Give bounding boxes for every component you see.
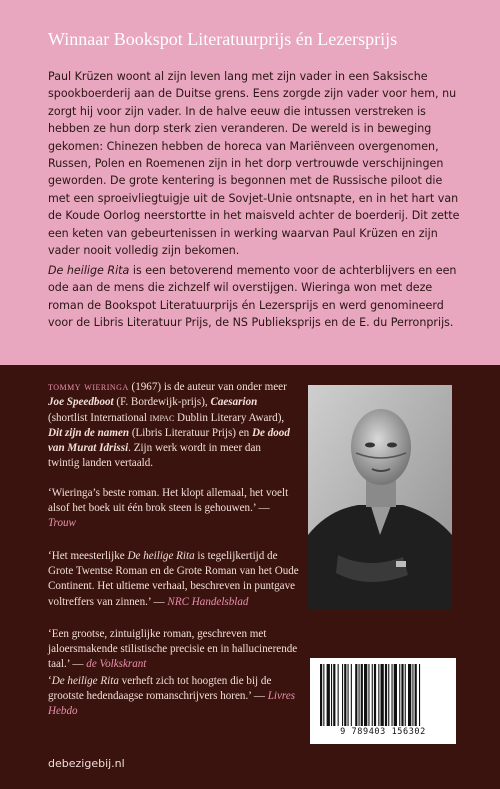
quote-text: ‘Een grootse, zintuiglijke roman, geschreven met jaloersmakende stilistische precisie en in hallucinerende taal.’ — xyxy=(48,628,298,671)
barcode-bar xyxy=(338,664,339,726)
barcode-bar xyxy=(320,664,322,726)
barcode-bar xyxy=(323,664,324,726)
barcode-bar xyxy=(394,664,397,726)
book-title: De heilige Rita xyxy=(48,264,130,277)
barcode-bar xyxy=(342,664,343,726)
bio-book-title: Caesarion xyxy=(210,396,258,409)
barcode-bar xyxy=(333,664,335,726)
isbn-number: 9 789403 156302 xyxy=(340,727,426,737)
bio-text: . Zijn werk wordt in meer dan twintig landen vertaald. xyxy=(48,442,261,470)
barcode-bar xyxy=(351,664,352,726)
quote-source: de Volkskrant xyxy=(86,658,147,671)
quote-text: verheft zich tot hoogten die bij de grootste hedendaagse romanschrijvers horen.’ — xyxy=(48,675,272,703)
quote-text: ‘Het meesterlijke xyxy=(48,550,128,562)
barcode-bar xyxy=(355,664,357,726)
publisher-url: debezigebij.nl xyxy=(48,757,125,770)
quote-book-title: De heilige Rita xyxy=(127,550,195,562)
quote-source: Livres Hebdo xyxy=(48,690,296,718)
barcode-bar xyxy=(405,664,406,726)
review-quote xyxy=(48,674,300,720)
barcode-bar xyxy=(327,664,330,726)
bio-book-title: Dit zijn de namen xyxy=(48,426,130,439)
bio-book-title: De dood van Murat Idrissi xyxy=(48,426,290,455)
author-portrait-image xyxy=(308,385,452,610)
barcode-bar xyxy=(368,664,369,726)
barcode-bar xyxy=(374,664,376,726)
blurb-paragraph-1: Paul Krüzen woont al zijn leven lang met zijn vader in een Saksische spookboerderij aan de Duitse grens. Eens zorgde zijn vader voor hem, nu zorgt hij voor zijn vader. In de halve eeuw die intussen verstreken is hebben ze hun dorp sterk zien veranderen. De wereld is in beweging gekomen: Chinezen hebben de horeca van Mariënveen overgenomen, Russen, Polen en Roemenen zijn in het dorp vertrouwde verschijningen geworden. De grote kentering is begonnen met de Russische piloot die met een sproeivliegtuigje uit de Sovjet-Unie ontsnapte, en in het hart van de Koude Oorlog neerstortte in het maisveld achter de boerderij. Dit zette een keten van gebeurtenissen in werking waarvan Paul Krüzen en zijn vader nooit volledig zijn bekomen. xyxy=(48,70,460,258)
barcode-bar xyxy=(412,664,413,726)
barcode-bar xyxy=(348,664,349,726)
barcode-bar xyxy=(399,664,400,726)
blurb-paragraph-2 xyxy=(48,262,460,332)
barcode-bar xyxy=(419,664,420,726)
barcode-bar xyxy=(415,664,417,726)
quote-source: NRC Handelsblad xyxy=(167,595,249,608)
barcode-bar xyxy=(372,664,373,726)
barcode-bar xyxy=(359,664,360,726)
quote-text: is tegelijkertijd de Grote Twentse Roman en de Grote Roman van het Oude Continent. Het ultieme verhaal, beschreven in puntgave voltreffers van zinnen.’ — xyxy=(48,550,299,608)
barcode xyxy=(310,658,456,744)
bio-text: (1967) is de auteur van onder meer xyxy=(128,381,287,393)
bio-text: Dublin Literary Award), xyxy=(174,411,285,424)
barcode-bar xyxy=(392,664,393,726)
review-quote xyxy=(48,627,300,673)
barcode-bar xyxy=(385,664,387,726)
barcode-bar xyxy=(408,664,411,726)
award-headline: Winnaar Bookspot Literatuurprijs én Lezersprijs xyxy=(48,29,398,49)
author-photo xyxy=(308,385,452,610)
barcode-bar xyxy=(344,664,346,726)
barcode-bars xyxy=(318,664,448,726)
barcode-bar xyxy=(378,664,379,726)
quote-source: Trouw xyxy=(48,517,76,530)
blurb-paragraph-2-text: is een betoverend memento voor de achterblijvers en een ode aan de mens die zichzelf wil overstijgen. Wieringa won met deze roman de Bookspot Literatuurprijs én Lezersprijs en werd genomineerd voor de Libris Literatuur Prijs, de NS Publieksprijs en de E. du Perronprijs. xyxy=(48,264,457,330)
review-quote xyxy=(48,486,300,532)
author-name: tommy wieringa xyxy=(48,381,129,393)
bio-text: (shortlist International xyxy=(48,411,150,424)
quote-text: ‘ xyxy=(48,675,52,687)
bio-text: (Libris Literatuur Prijs) en xyxy=(129,426,252,439)
bio-book-title: Joe Speedboot xyxy=(48,396,114,409)
barcode-bar xyxy=(401,664,403,726)
barcode-bar xyxy=(361,664,363,726)
bio-award-name: impac xyxy=(149,411,175,424)
barcode-bar xyxy=(331,664,332,726)
quote-book-title: De heilige Rita xyxy=(51,675,119,687)
barcode-bar xyxy=(364,664,367,726)
bio-text: (F. Bordewijk-prijs), xyxy=(113,396,211,409)
barcode-bar xyxy=(381,664,384,726)
quote-text: ‘Wieringa’s beste roman. Het klopt allemaal, het voelt alsof het boek uit één brok steen is gehouwen.’ — xyxy=(48,487,289,515)
barcode-bar xyxy=(388,664,389,726)
author-bio xyxy=(48,380,294,472)
review-quote xyxy=(48,549,300,610)
